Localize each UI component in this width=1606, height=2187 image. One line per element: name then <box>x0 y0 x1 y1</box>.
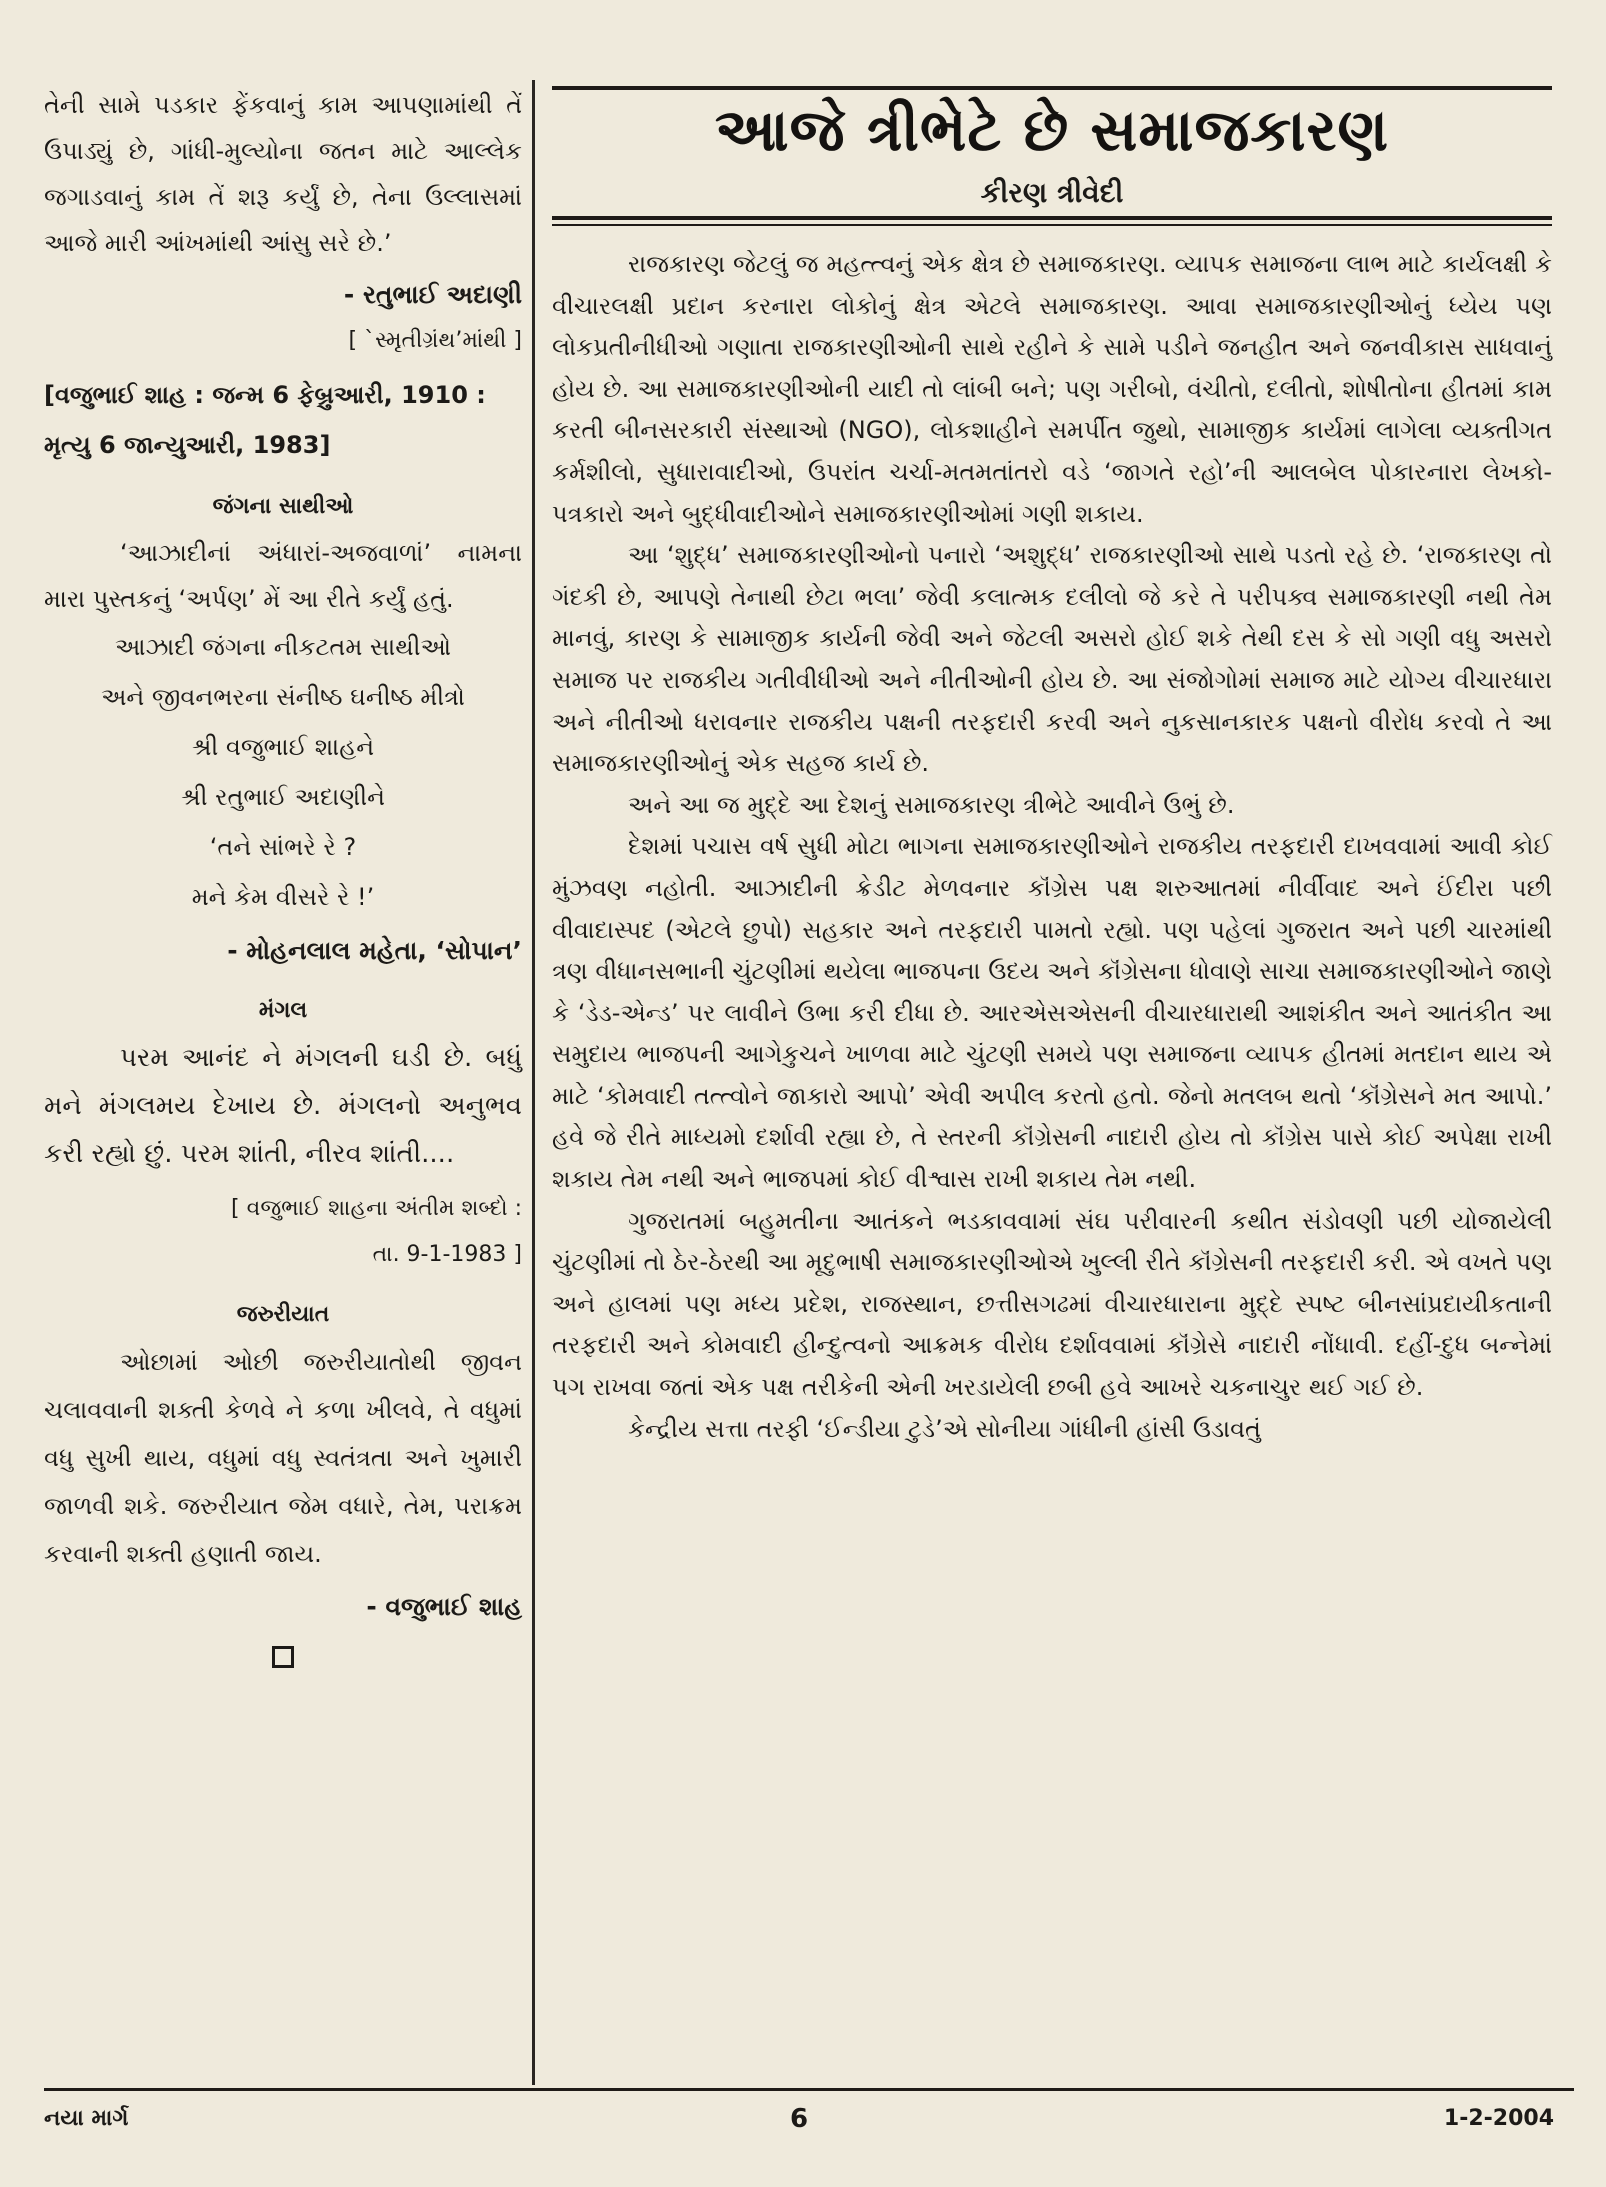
issue-date: 1-2-2004 <box>1443 2106 1554 2131</box>
title-rule-bottom <box>552 216 1552 220</box>
needs-credit: - વજુભાઈ શાહ <box>366 1592 522 1621</box>
mangal-note-1: [ વજુભાઈ શાહના અંતીમ શબ્દો : <box>231 1196 522 1221</box>
left-column <box>44 82 522 1668</box>
end-of-article-box <box>272 1646 294 1668</box>
footer-rule <box>44 2088 1574 2091</box>
article-paragraph: દેશમાં પચાસ વર્ષ સુધી મોટા ભાગના સમાજકારણીઓને રાજકીય તરફદારી દાખવવામાં આવી કોઈ મુંઝવણ નહોતી. આઝાદીની ક્રેડીટ મેળવનાર કૉંગ્રેસ પક્ષ શરુઆતમાં નીર્વીવાદ અને ઈંદીરા પછી વીવાદાસ્પદ (એટલે છુપો) સહકાર અને તરફદારી પામતો રહ્યો. પણ પહેલાં ગુજરાત અને પછી ચારમાંથી ત્રણ વીધાનસભાની ચુંટણીમાં થયેલા ભાજપના ઉદય અને કૉંગ્રેસના ધોવાણે સાચા સમાજકારણીઓને જાણે કે ‘ડેડ-એન્ડ’ પર લાવીને ઉભા કરી દીધા છે. આરએસએસની વીચારધારાથી આશંકીત અને આતંકીત આ સમુદાય ભાજપની આગેકુચને ખાળવા માટે ચુંટણી સમયે પણ સમાજના વ્યાપક હીતમાં મતદાન થાય એ માટે ‘કોમવાદી તત્ત્વોને જાકારો આપો’ એવી અપીલ કરતો હતો. જેનો મતલબ થતો ‘કૉંગ્રેસને મત આપો.’ હવે જે રીતે માધ્યમો દર્શાવી રહ્યા છે, તે સ્તરની કૉંગ્રેસની નાદારી હોય તો કૉંગ્રેસ પાસે કોઈ અપેક્ષા રાખી શકાય તેમ નથી અને ભાજપમાં કોઈ વીશ્વાસ રાખી શકાય તેમ નથી. <box>552 832 1552 1194</box>
article-paragraph: કેન્દ્રીય સત્તા તરફી ‘ઈન્ડીયા ટુડે’એ સોનીયા ગાંધીની હાંસી ઉડાવતું <box>628 1414 1261 1443</box>
dedication-line: મને કેમ વીસરે રે !’ <box>191 883 375 911</box>
quote-credit: - રતુભાઈ અદાણી <box>343 280 522 309</box>
article-title: આજે ત્રીભેટે છે સમાજકારણ <box>714 96 1390 164</box>
dedication-line: શ્રી વજુભાઈ શાહને <box>191 733 375 761</box>
column-divider <box>532 80 535 2085</box>
publication-name: નયા માર્ગ <box>44 2106 129 2131</box>
main-article <box>552 86 1552 1450</box>
article-author: કીરણ ત્રીવેદી <box>980 176 1124 209</box>
article-paragraph: અને આ જ મુદ્દે આ દેશનું સમાજકારણ ત્રીભેટે આવીને ઉભું છે. <box>628 790 1235 819</box>
dedication-line: શ્રી રતુભાઈ અદાણીને <box>181 783 385 811</box>
bio-note: [વજુભાઈ શાહ : જન્મ 6 ફેબ્રુઆરી, 1910 : મૃત્યુ 6 જાન્યુઆરી, 1983] <box>44 381 486 459</box>
page-footer <box>44 2098 1554 2138</box>
mangal-text: પરમ આનંદ ને મંગલની ઘડી છે. બધું મને મંગલમય દેખાય છે. મંગલનો અનુભવ કરી રહ્યો છું. પરમ શાંતી, નીરવ શાંતી.... <box>44 1043 522 1169</box>
dedication-line: આઝાદી જંગના નીકટતમ સાથીઓ <box>114 633 452 661</box>
dedication-verse <box>44 622 522 922</box>
quote-source: [ `સ્મૃતીગ્રંથ’માંથી ] <box>348 328 522 353</box>
needs-text: ઓછામાં ઓછી જરુરીયાતોથી જીવન ચલાવવાની શક્તી કેળવે ને કળા ખીલવે, તે વધુમાં વધુ સુખી થાય, વધુમાં વધુ સ્વતંત્રતા અને ખુમારી જાળવી શકે. જરુરીયાત જેમ વધારે, તેમ, પરાક્રમ કરવાની શક્તી હણાતી જાય. <box>44 1348 522 1568</box>
mangal-note-2: તા. 9-1-1983 ] <box>372 1242 522 1267</box>
section-heading-companions: જંગના સાથીઓ <box>212 494 354 519</box>
article-body <box>552 244 1552 1450</box>
article-paragraph: ગુજરાતમાં બહુમતીના આતંકને ભડકાવવામાં સંઘ પરીવારની કથીત સંડોવણી પછી યોજાયેલી ચુંટણીમાં તો ઠેર-ઠેરથી આ મૃદુભાષી સમાજકારણીઓએ ખુલ્લી રીતે કૉંગ્રેસની તરફદારી કરી. એ વખતે પણ અને હાલમાં પણ મધ્ય પ્રદેશ, રાજસ્થાન, છત્તીસગઢમાં વીચારધારાના મુદ્દે સ્પષ્ટ બીનસાંપ્રદાયીકતાની તરફદારી અને કોમવાદી હીન્દુત્વનો આક્રમક વીરોધ દર્શાવવામાં કૉંગ્રેસે નાદારી નોંધાવી. દહીં-દુધ બન્નેમાં પગ રાખવા જતાં એક પક્ષ તરીકેની એની ખરડાયેલી છબી હવે આખરે ચકનાચુર થઈ ગઈ છે. <box>552 1206 1552 1402</box>
companions-intro: ‘આઝાદીનાં અંધારાં-અજવાળાં’ નામના મારા પુસ્તકનું ‘અર્પણ’ મેં આ રીતે કર્યું હતું. <box>44 539 522 613</box>
page-number: 6 <box>789 2104 809 2134</box>
dedication-line: અને જીવનભરના સંનીષ્ઠ ઘનીષ્ઠ મીત્રો <box>101 683 465 711</box>
article-paragraph: આ ‘શુદ્ધ’ સમાજકારણીઓનો પનારો ‘અશુદ્ધ’ રાજકારણીઓ સાથે પડતો રહે છે. ‘રાજકારણ તો ગંદકી છે, આપણે તેનાથી છેટા ભલા’ જેવી કલાત્મક દલીલો જે કરે તે પરીપક્વ સમાજકારણી નથી તેમ માનવું, કારણ કે સામાજીક કાર્યની જેવી અને જેટલી અસરો હોઈ શકે તેથી દસ કે સો ગણી વધુ અસરો સમાજ પર રાજકીય ગતીવીધીઓ અને નીતીઓની હોય છે. આ સંજોગોમાં સમાજ માટે યોગ્ય વીચારધારા અને નીતીઓ ધરાવનાર રાજકીય પક્ષની તરફદારી કરવી અને નુકસાનકારક પક્ષનો વીરોધ કરવો તે આ સમાજકારણીઓનું એક સહજ કાર્ય છે. <box>552 541 1552 778</box>
quote-ending: તેની સામે પડકાર ફેંકવાનું કામ આપણામાંથી તેં ઉપાડ્યું છે, ગાંધી-મુલ્યોના જતન માટે આલ્લેક જગાડવાનું કામ તેં શરૂ કર્યું છે, તેના ઉલ્લાસમાં આજે મારી આંખમાંથી આંસુ સરે છે.’ <box>44 91 522 257</box>
article-paragraph: રાજકારણ જેટલું જ મહત્ત્વનું એક ક્ષેત્ર છે સમાજકારણ. વ્યાપક સમાજના લાભ માટે કાર્યલક્ષી કે વીચારલક્ષી પ્રદાન કરનારા લોકોનું ક્ષેત્ર એટલે સમાજકારણ. આવા સમાજકારણીઓનું ધ્યેય પણ લોકપ્રતીનીધીઓ ગણાતા રાજકારણીઓની સાથે રહીને કે સામે પડીને જનહીત અને જનવીકાસ સાધવાનું હોય છે. આ સમાજકારણીઓની યાદી તો લાંબી બને; પણ ગરીબો, વંચીતો, દલીતો, શોષીતોના હીતમાં કામ કરતી બીનસરકારી સંસ્થાઓ (NGO), લોકશાહીને સમર્પીત જુથો, સામાજીક કાર્યમાં લાગેલા વ્યક્તીગત કર્મશીલો, સુધારાવાદીઓ, ઉપરાંત ચર્ચા-મતમતાંતરો વડે ‘જાગતે રહો’ની આલબેલ પોકારનારા લેખકો-પત્રકારો અને બુદ્ધીવાદીઓને સમાજકારણીઓમાં ગણી શકાય. <box>552 250 1552 528</box>
title-rule-bottom-thin <box>552 224 1552 226</box>
section-heading-needs: જરુરીયાત <box>236 1302 330 1327</box>
dedication-line: ‘તને સાંભરે રે ? <box>209 833 357 861</box>
section-heading-mangal: મંગલ <box>258 998 308 1023</box>
companions-credit: - મોહનલાલ મહેતા, ‘સોપાન’ <box>227 936 522 965</box>
